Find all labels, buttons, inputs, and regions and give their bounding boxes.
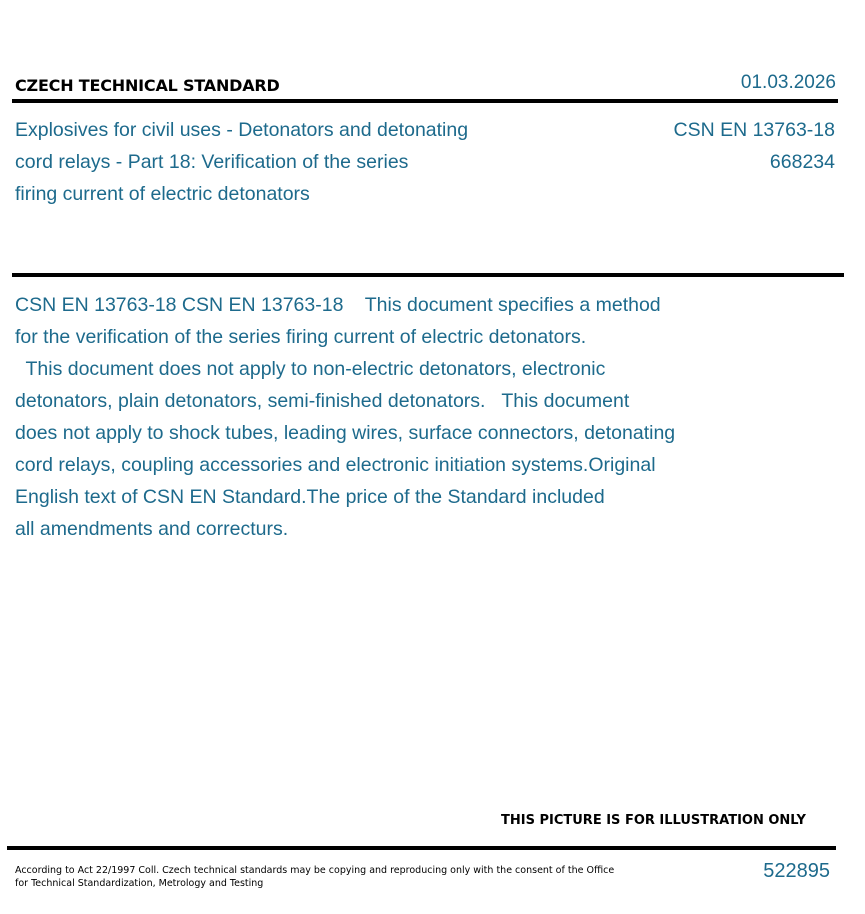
class-number: 668234 (769, 151, 835, 173)
description-line: cord relays, coupling accessories and electronic initiation systems.Original (15, 454, 656, 476)
illustration-disclaimer: THIS PICTURE IS FOR ILLUSTRATION ONLY (501, 813, 806, 828)
description-line: detonators, plain detonators, semi-finished detonators. This document (15, 390, 630, 412)
standard-description (15, 289, 775, 545)
description-line: English text of CSN EN Standard.The price of the Standard included (15, 486, 605, 508)
standard-code: CSN EN 13763-18 (673, 119, 835, 141)
footer-divider (7, 846, 836, 850)
section-divider (12, 273, 844, 277)
standard-title (15, 114, 555, 210)
legal-line: for Technical Standardization, Metrology and Testing (15, 878, 264, 889)
description-line: CSN EN 13763-18 CSN EN 13763-18 This document specifies a method (15, 294, 661, 316)
title-line: cord relays - Part 18: Verification of the series (15, 151, 409, 173)
header-divider (12, 99, 838, 103)
publication-date: 01.03.2026 (740, 72, 836, 93)
description-line: for the verification of the series firing current of electric detonators. (15, 326, 587, 348)
order-number: 522895 (763, 860, 830, 882)
title-line: Explosives for civil uses - Detonators and detonating (15, 119, 469, 141)
description-line: does not apply to shock tubes, leading wires, surface connectors, detonating (15, 422, 676, 444)
legal-notice (15, 864, 614, 890)
document-type-label: CZECH TECHNICAL STANDARD (15, 76, 280, 95)
legal-line: According to Act 22/1997 Coll. Czech technical standards may be copying and reproducing only with the consent of the Office (15, 865, 615, 876)
description-line: all amendments and correcturs. (15, 518, 289, 540)
title-line: firing current of electric detonators (15, 183, 310, 205)
standard-identifiers (673, 114, 835, 178)
description-line: This document does not apply to non-electric detonators, electronic (15, 358, 606, 380)
